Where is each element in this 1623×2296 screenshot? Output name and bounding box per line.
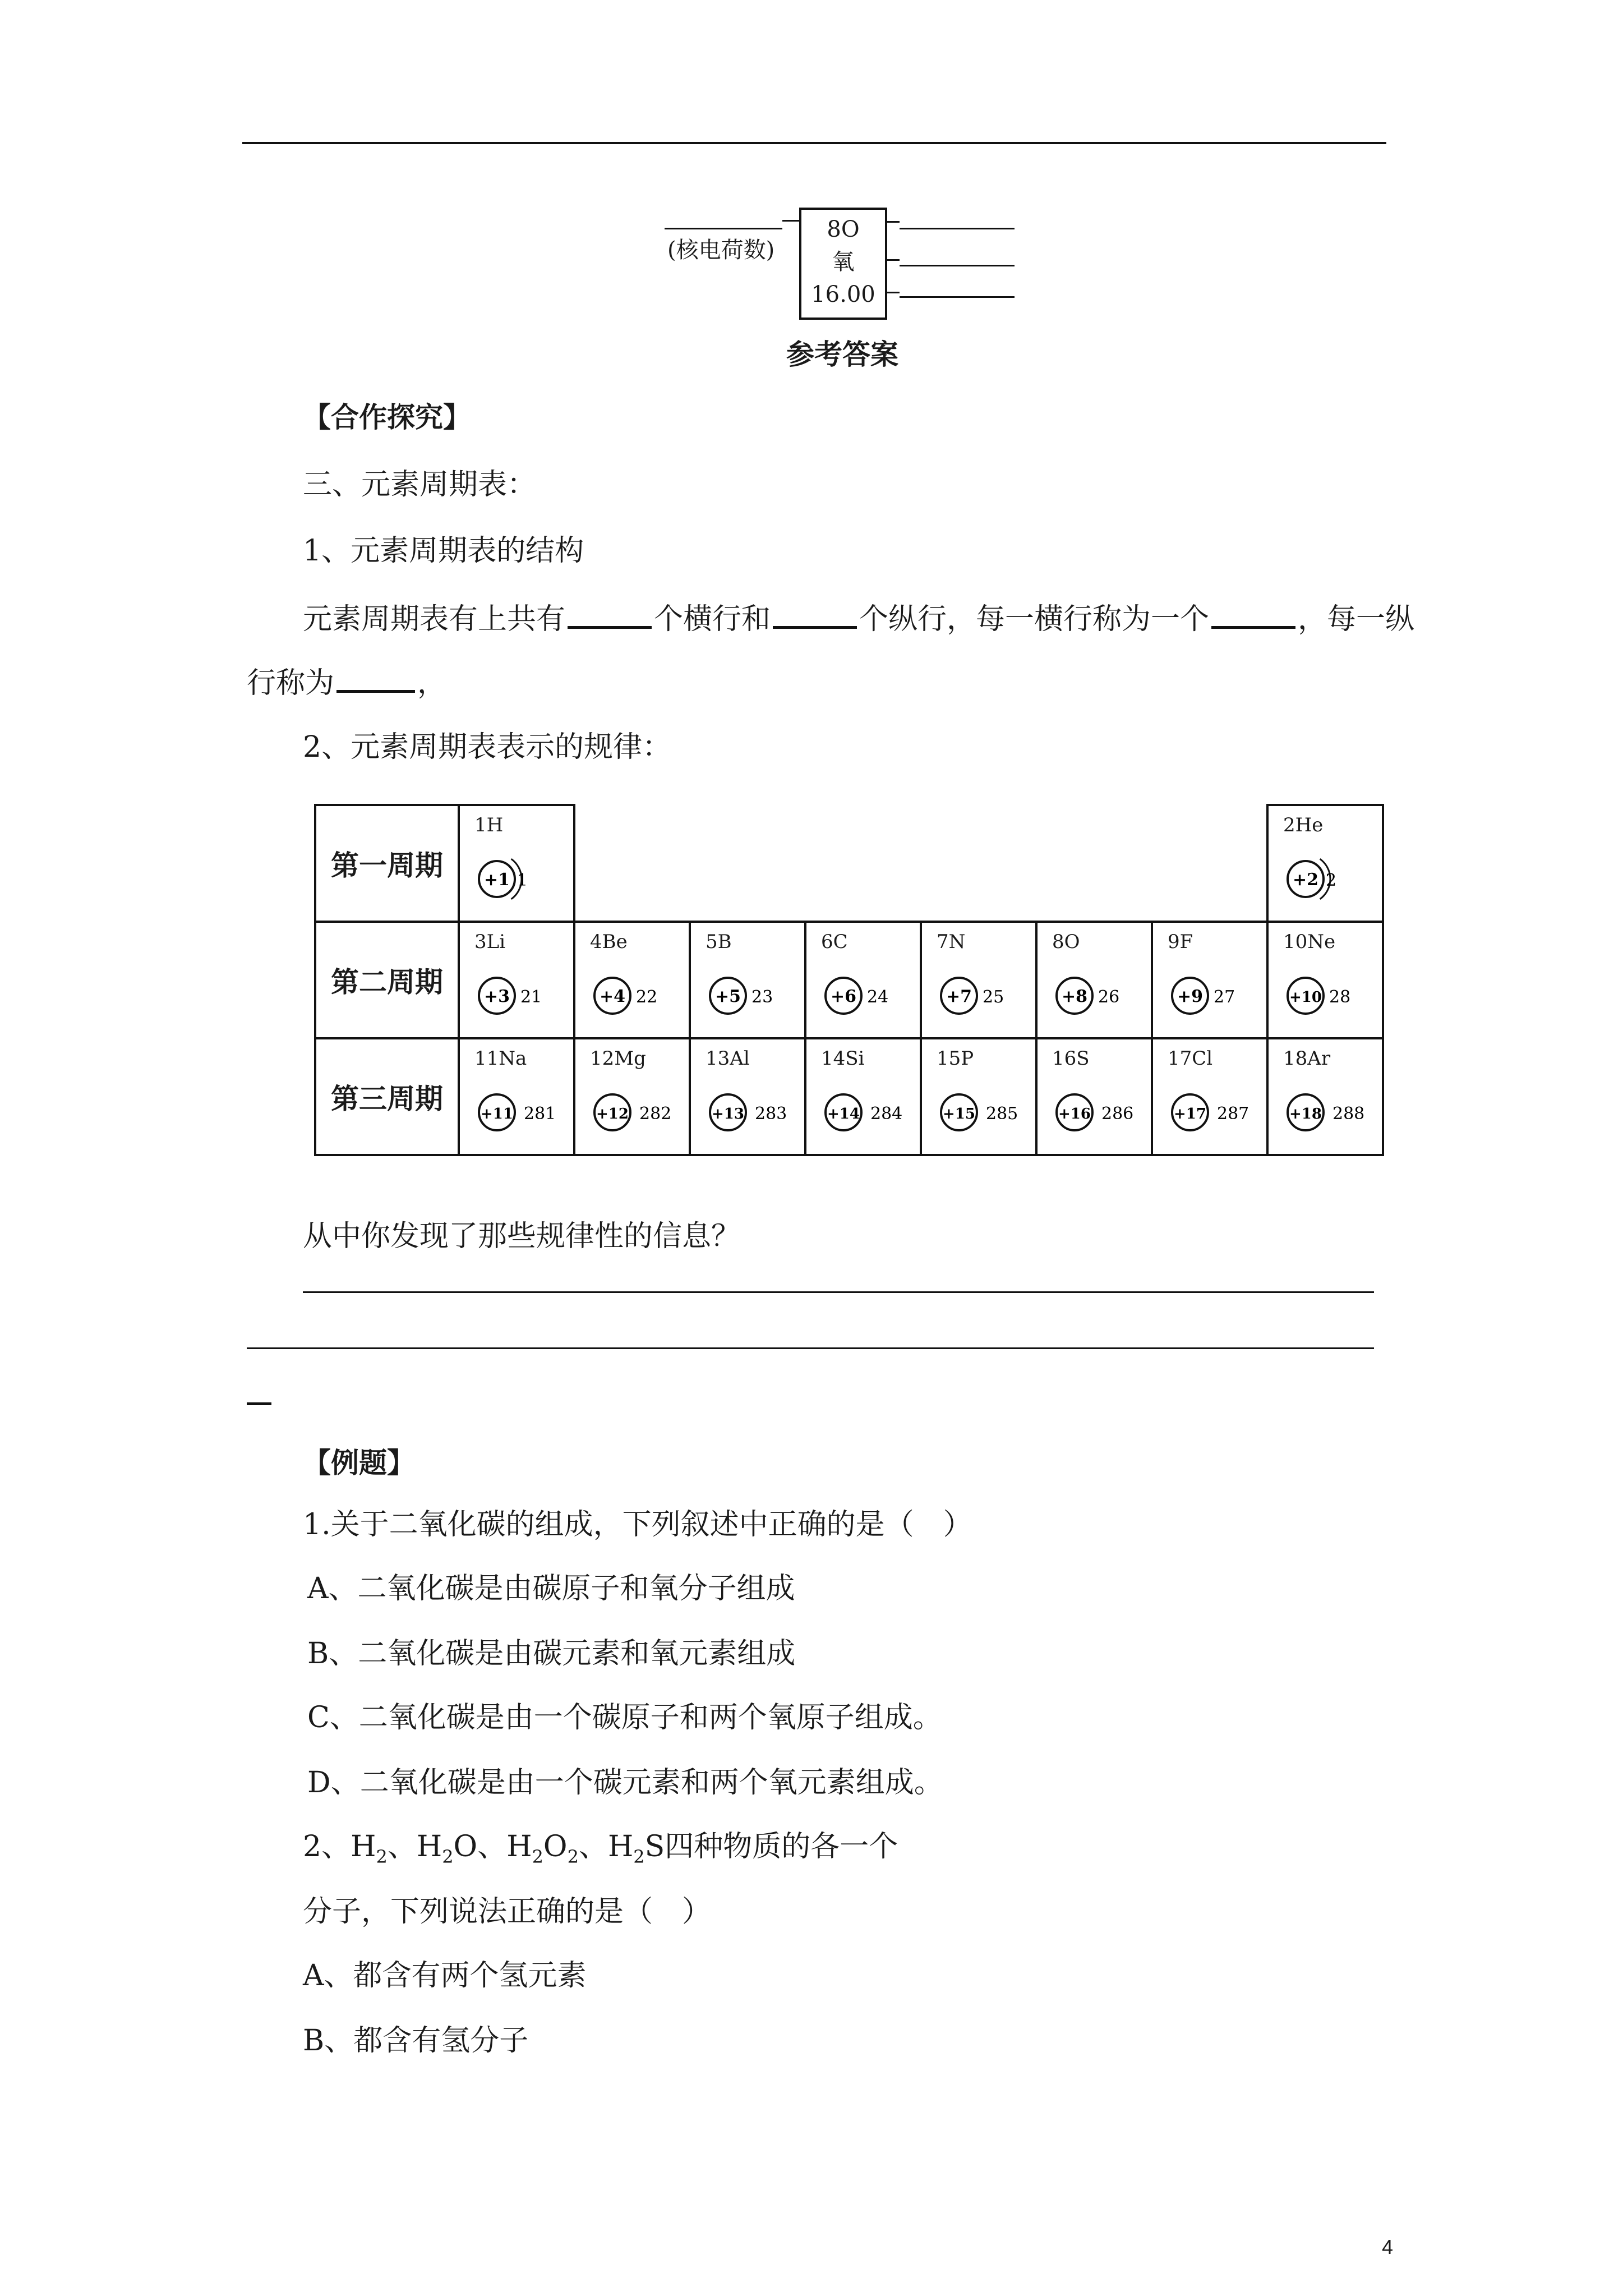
fill-part5: 行称为	[247, 666, 335, 700]
atom-structure-diagram	[930, 956, 1031, 1035]
element-label: 11Na	[474, 1047, 527, 1070]
element-label: 13Al	[706, 1047, 750, 1070]
element-label: 5B	[706, 931, 732, 953]
shell-electron-counts: 24	[867, 987, 889, 1007]
fill-sentence-line2	[247, 662, 446, 701]
card-mass: 16.00	[811, 282, 875, 307]
fill-part3: 个纵行，每一横行称为一个	[859, 602, 1210, 636]
nucleus-charge: +10	[1289, 989, 1322, 1006]
shell-electron-counts: 285	[986, 1104, 1018, 1124]
atom-structure-diagram	[1161, 1073, 1262, 1152]
element-cell-cl	[1151, 1037, 1269, 1156]
element-label: 1H	[474, 814, 504, 836]
nucleus-charge: +13	[712, 1106, 744, 1122]
element-cell-n	[920, 921, 1038, 1039]
fill-sentence-line1	[303, 598, 1414, 637]
item1-title: 1、元素周期表的结构	[303, 534, 584, 568]
shell-electron-counts: 281	[524, 1104, 556, 1124]
element-cell-c	[804, 921, 922, 1039]
shell-electron-counts: 282	[639, 1104, 672, 1124]
atom-structure-diagram	[1276, 1073, 1377, 1152]
shell-electron-counts: 286	[1101, 1104, 1134, 1124]
atom-structure-diagram	[1045, 1073, 1146, 1152]
blank-4[interactable]	[336, 662, 415, 693]
atom-structure-diagram	[468, 1073, 569, 1152]
element-label: 15P	[937, 1047, 974, 1070]
question-find: 从中你发现了那些规律性的信息？	[303, 1220, 741, 1253]
card-symbol: 8O	[827, 217, 860, 242]
row-label-period3: 第三周期	[314, 1037, 460, 1156]
card-right-tick3	[887, 292, 900, 293]
element-cell-al	[689, 1037, 806, 1156]
element-label: 6C	[821, 931, 848, 953]
shell-electron-counts: 2	[1326, 871, 1337, 890]
element-cell-o	[1035, 921, 1153, 1039]
card-right-tick2	[887, 259, 900, 261]
card-right-line3	[900, 296, 1015, 298]
atom-structure-diagram	[1276, 956, 1377, 1035]
fill-part1: 元素周期表有上共有	[303, 602, 566, 636]
element-label: 3Li	[474, 931, 506, 953]
nucleus-charge: +11	[481, 1106, 513, 1122]
element-cell-h	[458, 804, 575, 923]
fill-part4: ，每一纵	[1298, 602, 1415, 636]
element-label: 16S	[1052, 1047, 1090, 1070]
element-cell-li	[458, 921, 575, 1039]
blank-3[interactable]	[1211, 598, 1295, 629]
atom-structure-diagram	[468, 840, 569, 918]
atom-structure-diagram	[1045, 956, 1146, 1035]
nucleus-charge: +5	[714, 987, 741, 1006]
element-cell-b	[689, 921, 806, 1039]
nucleus-charge: +3	[483, 987, 510, 1006]
nucleus-charge: +4	[599, 987, 626, 1006]
formula-h2o2: $H_2O_2$	[506, 1830, 579, 1867]
element-cell-ne	[1266, 921, 1384, 1039]
element-label: 18Ar	[1283, 1047, 1331, 1070]
shell-electron-counts: 1	[517, 871, 528, 890]
q1-option-b: B、二氧化碳是由碳元素和氧元素组成	[307, 1637, 796, 1671]
element-label: 17Cl	[1168, 1047, 1213, 1070]
formula-h2: $H_2$	[351, 1830, 388, 1867]
element-cell-he	[1266, 804, 1384, 923]
page-number: 4	[1381, 2235, 1393, 2258]
shell-electron-counts: 287	[1217, 1104, 1249, 1124]
card-left-line	[665, 228, 782, 229]
element-cell-ar	[1266, 1037, 1384, 1156]
element-label: 4Be	[590, 931, 628, 953]
element-cell-si	[804, 1037, 922, 1156]
card-box	[799, 208, 887, 320]
answer-line-3	[247, 1402, 271, 1405]
element-cell-be	[573, 921, 691, 1039]
answer-heading: 参考答案	[786, 338, 898, 371]
blank-1[interactable]	[568, 598, 652, 629]
element-label: 8O	[1052, 931, 1080, 953]
nucleus-charge: +7	[946, 987, 972, 1006]
atom-structure-diagram	[583, 956, 684, 1035]
element-label: 9F	[1168, 931, 1193, 953]
q2-option-b: B、都含有氢分子	[303, 2024, 529, 2058]
element-label: 10Ne	[1283, 931, 1336, 953]
nucleus-charge: +16	[1058, 1106, 1091, 1122]
nucleus-charge: +17	[1174, 1106, 1206, 1122]
element-label: 12Mg	[590, 1047, 646, 1070]
blank-2[interactable]	[773, 598, 857, 629]
q2-option-a: A、都含有两个氢元素	[303, 1959, 587, 1993]
shell-electron-counts: 25	[983, 987, 1004, 1007]
element-cell-na	[458, 1037, 575, 1156]
fill-part2: 个横行和	[654, 602, 771, 636]
q1-option-c: C、二氧化碳是由一个碳原子和两个氧原子组成。	[307, 1701, 942, 1734]
shell-electron-counts: 23	[751, 987, 773, 1007]
answer-line-2	[247, 1347, 1374, 1349]
atom-structure-diagram	[814, 1073, 915, 1152]
nucleus-charge: +6	[830, 987, 857, 1006]
element-cell-f	[1151, 921, 1269, 1039]
atom-structure-diagram	[699, 956, 800, 1035]
formula-h2o: $H_2O$	[416, 1830, 478, 1867]
q2-prefix: 2、	[303, 1830, 351, 1864]
row-label-period2: 第二周期	[314, 921, 460, 1039]
section3-title: 三、元素周期表：	[303, 468, 537, 501]
shell-electron-counts: 283	[755, 1104, 787, 1124]
shell-electron-counts: 27	[1214, 987, 1235, 1007]
card-right-tick1	[887, 221, 900, 223]
shell-electron-counts: 26	[1098, 987, 1120, 1007]
atom-structure-diagram	[814, 956, 915, 1035]
row-label-period1: 第一周期	[314, 804, 460, 923]
atom-structure-diagram	[1276, 840, 1377, 918]
nucleus-charge: +15	[943, 1106, 975, 1122]
fill-part6: ，	[417, 666, 447, 700]
nucleus-charge: +8	[1061, 987, 1088, 1006]
atom-structure-diagram	[468, 956, 569, 1035]
nucleus-charge: +1	[483, 870, 510, 890]
q2-stem	[303, 1829, 898, 1868]
card-left-label: (核电荷数)	[667, 237, 775, 263]
atom-structure-diagram	[1161, 956, 1262, 1035]
q2-formulas: $H_2$、$H_2O$、$H_2O_2$、$H_2S$	[351, 1830, 665, 1867]
card-left-tick	[782, 220, 799, 222]
shell-electron-counts: 284	[870, 1104, 903, 1124]
element-label: 7N	[937, 931, 966, 953]
element-cell-p	[920, 1037, 1038, 1156]
atom-structure-diagram	[583, 1073, 684, 1152]
nucleus-charge: +12	[596, 1106, 629, 1122]
element-cell-mg	[573, 1037, 691, 1156]
q1-option-d: D、二氧化碳是由一个碳元素和两个氧元素组成。	[307, 1766, 943, 1800]
element-cell-s	[1035, 1037, 1153, 1156]
shell-electron-counts: 288	[1332, 1104, 1365, 1124]
card-name: 氧	[832, 249, 855, 275]
element-label: 2He	[1283, 814, 1324, 836]
nucleus-charge: +9	[1177, 987, 1204, 1006]
nucleus-charge: +14	[827, 1106, 860, 1122]
shell-electron-counts: 28	[1329, 987, 1351, 1007]
card-right-line1	[900, 228, 1015, 229]
header-rule	[242, 142, 1386, 144]
section-coop: 【合作探究】	[303, 401, 471, 434]
item2-title: 2、元素周期表表示的规律：	[303, 730, 672, 764]
q2-suffix: 四种物质的各一个	[665, 1830, 898, 1864]
atom-structure-diagram	[699, 1073, 800, 1152]
shell-electron-counts: 22	[636, 987, 658, 1007]
q2-stem-line2: 分子，下列说法正确的是（ ）	[303, 1895, 712, 1929]
nucleus-charge: +18	[1289, 1106, 1322, 1122]
q1-stem: 1.关于二氧化碳的组成，下列叙述中正确的是（ ）	[303, 1508, 972, 1542]
nucleus-charge: +2	[1292, 870, 1319, 890]
card-right-line2	[900, 265, 1015, 266]
formula-h2s: $H_2S$	[607, 1830, 665, 1867]
section-example: 【例题】	[303, 1447, 415, 1479]
element-label: 14Si	[821, 1047, 865, 1070]
atom-structure-diagram	[930, 1073, 1031, 1152]
answer-line-1	[303, 1291, 1374, 1293]
shell-electron-counts: 21	[520, 987, 542, 1007]
q1-option-a: A、二氧化碳是由碳原子和氧分子组成	[307, 1572, 795, 1605]
